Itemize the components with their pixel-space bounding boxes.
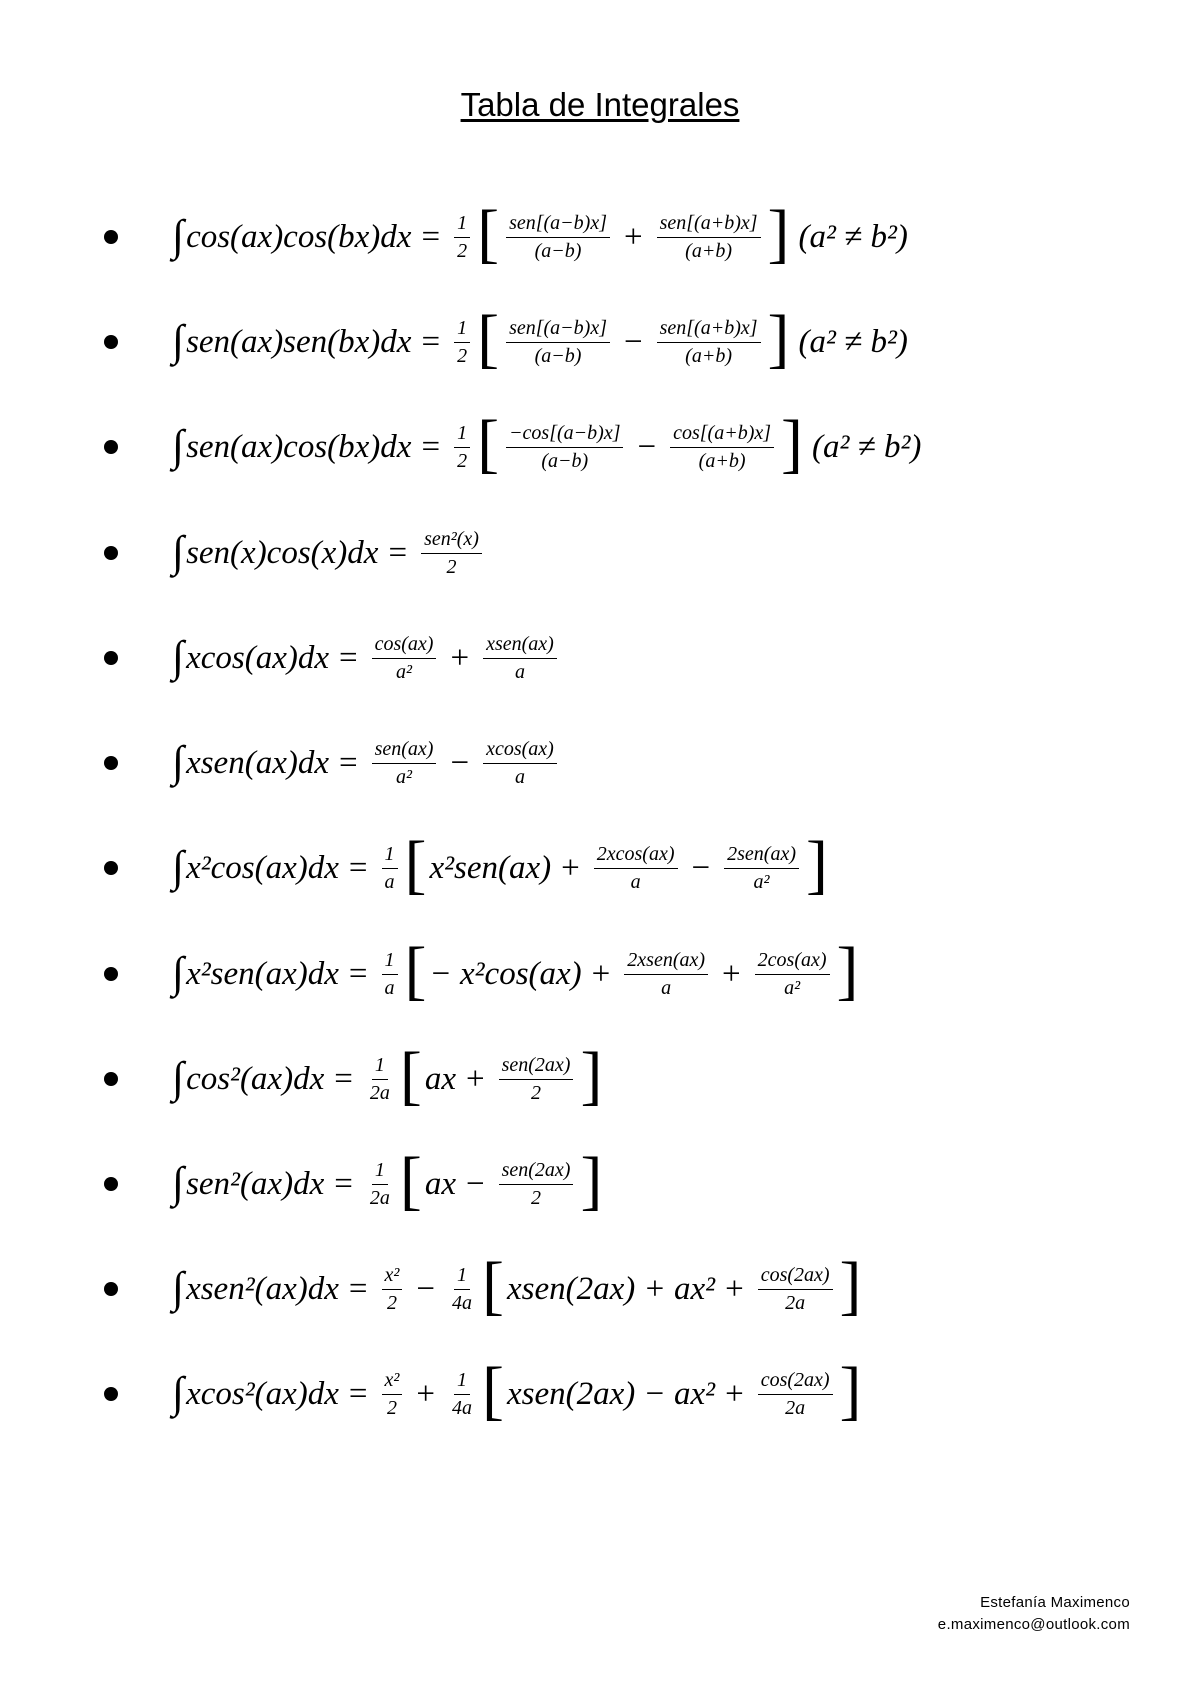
integrand: sen(ax)cos(bx)dx: [186, 428, 412, 465]
bullet-icon: [104, 230, 118, 244]
leading-term: xsen(2ax) − ax²: [506, 1375, 716, 1412]
term-fraction-denominator: 2a: [785, 1291, 806, 1314]
term-fraction-denominator: a: [514, 765, 525, 788]
prefix-fraction-numerator: x²: [382, 1264, 403, 1290]
condition: (a² ≠ b²): [798, 218, 908, 255]
author-email: e.maximenco@outlook.com: [937, 1616, 1130, 1633]
term-fraction: [724, 843, 799, 894]
term-fraction-numerator: cos(2ax): [758, 1264, 833, 1290]
equals-sign: =: [348, 849, 368, 886]
term-fraction: [758, 1369, 833, 1420]
formula: [172, 608, 561, 708]
leading-term: − x²cos(ax): [429, 955, 582, 992]
coefficient: [367, 1054, 393, 1105]
term-fraction-numerator: sen[(a+b)x]: [657, 212, 761, 238]
coefficient: [454, 422, 470, 473]
prefix-fraction: [382, 1369, 403, 1420]
formula: [172, 1344, 865, 1444]
term-fraction-numerator: sen[(a−b)x]: [506, 212, 610, 238]
term-fraction-numerator: sen(ax): [372, 738, 437, 764]
integral-sign-icon: ∫: [172, 947, 185, 997]
term-fraction-denominator: (a+b): [685, 239, 732, 262]
term-fraction-denominator: 2: [531, 1186, 542, 1209]
formula-row: [0, 187, 1200, 287]
page-title: Tabla de Integrales: [460, 86, 740, 123]
leading-term: x²sen(ax): [429, 849, 552, 886]
term-fraction: [594, 843, 678, 894]
term-fraction: [483, 738, 557, 789]
right-bracket-icon: ]: [767, 197, 790, 270]
term-fraction-numerator: cos(2ax): [758, 1369, 833, 1395]
formula-row: [0, 1029, 1200, 1129]
equals-sign: =: [421, 428, 441, 465]
term-fraction-denominator: 2: [446, 555, 457, 578]
coefficient-numerator: 1: [454, 317, 470, 343]
bullet-icon: [104, 861, 118, 875]
formula: [172, 187, 908, 287]
left-bracket-icon: [: [399, 1039, 422, 1112]
left-bracket-icon: [: [477, 197, 500, 270]
right-bracket-icon: ]: [805, 828, 828, 901]
formula-row: [0, 608, 1200, 708]
prefix-fraction: [382, 1264, 403, 1315]
operator: −: [691, 849, 711, 886]
left-bracket-icon: [: [482, 1249, 504, 1322]
condition: (a² ≠ b²): [798, 323, 908, 360]
coefficient: [367, 1159, 393, 1210]
coefficient-denominator: a: [384, 870, 395, 893]
author-name: Estefanía Maximenco: [980, 1594, 1130, 1611]
right-bracket-icon: ]: [767, 302, 790, 375]
coefficient: [382, 949, 398, 1000]
term-fraction: [506, 212, 610, 263]
formula-row: [0, 503, 1200, 603]
left-bracket-icon: [: [404, 934, 427, 1007]
formula-row: [0, 924, 1200, 1024]
term-fraction-denominator: 2a: [785, 1396, 806, 1419]
coefficient-denominator: 2: [457, 449, 468, 472]
equals-sign: =: [338, 639, 358, 676]
coefficient-denominator: 4a: [452, 1291, 472, 1314]
leading-term: ax: [424, 1060, 456, 1097]
formula-row: [0, 1239, 1200, 1339]
term-fraction-numerator: 2sen(ax): [724, 843, 799, 869]
equals-sign: =: [421, 218, 441, 255]
coefficient-denominator: 4a: [452, 1396, 472, 1419]
bullet-icon: [104, 756, 118, 770]
operator: +: [465, 1060, 485, 1097]
left-bracket-icon: [: [477, 407, 500, 480]
operator: +: [416, 1375, 435, 1412]
integrand: cos(ax)cos(bx)dx: [186, 218, 412, 255]
integrand: x²sen(ax)dx: [186, 955, 339, 992]
formula: [172, 503, 486, 603]
coefficient: [382, 843, 398, 894]
operator: +: [623, 218, 643, 255]
right-bracket-icon: ]: [839, 1354, 862, 1427]
term-fraction-denominator: (a−b): [534, 239, 582, 262]
term-fraction: [506, 317, 610, 368]
operator: +: [722, 955, 741, 992]
footer: [938, 1592, 1130, 1636]
formula: [172, 713, 561, 813]
term-fraction: [657, 212, 761, 263]
formula: [172, 924, 862, 1024]
formula: [172, 818, 831, 918]
integrand: cos²(ax)dx: [186, 1060, 325, 1097]
bullet-icon: [104, 967, 118, 981]
integrand: x²cos(ax)dx: [186, 849, 339, 886]
formula-row: [0, 713, 1200, 813]
operator: −: [450, 744, 470, 781]
coefficient-numerator: 1: [454, 1264, 470, 1290]
integrand: sen(x)cos(x)dx: [186, 534, 379, 571]
operator: +: [725, 1270, 744, 1307]
left-bracket-icon: [: [399, 1144, 422, 1217]
formula: [172, 1239, 865, 1339]
coefficient: [454, 317, 470, 368]
coefficient-numerator: 1: [372, 1054, 388, 1080]
prefix-fraction-denominator: 2: [386, 1396, 397, 1419]
bullet-icon: [104, 335, 118, 349]
term-fraction: [506, 422, 623, 473]
bullet-icon: [104, 1177, 118, 1191]
operator: −: [637, 428, 657, 465]
coefficient: [449, 1264, 475, 1315]
leading-term: ax: [424, 1165, 456, 1202]
formula: [172, 397, 921, 497]
integral-sign-icon: ∫: [172, 631, 185, 681]
integral-sign-icon: ∫: [172, 1262, 185, 1312]
term-fraction: [499, 1159, 574, 1210]
term-fraction-denominator: (a−b): [541, 449, 589, 472]
term-fraction: [624, 949, 708, 1000]
term-fraction-numerator: 2cos(ax): [755, 949, 830, 975]
right-bracket-icon: ]: [580, 1039, 603, 1112]
term-fraction-denominator: (a−b): [534, 344, 582, 367]
integrand: sen(ax)sen(bx)dx: [186, 323, 412, 360]
integral-sign-icon: ∫: [172, 1157, 185, 1207]
term-fraction-numerator: xsen(ax): [483, 633, 557, 659]
term-fraction-numerator: xcos(ax): [483, 738, 557, 764]
integrand: xcos(ax)dx: [186, 639, 329, 676]
equals-sign: =: [334, 1165, 353, 1202]
bullet-icon: [104, 546, 118, 560]
term-fraction-numerator: sen²(x): [421, 528, 482, 554]
left-bracket-icon: [: [477, 302, 500, 375]
right-bracket-icon: ]: [781, 407, 804, 480]
equals-sign: =: [338, 744, 358, 781]
term-fraction: [483, 633, 557, 684]
term-fraction-denominator: a²: [753, 870, 770, 893]
term-fraction-denominator: a: [514, 660, 525, 683]
term-fraction-denominator: (a+b): [698, 449, 746, 472]
formula-row: [0, 292, 1200, 392]
integral-sign-icon: ∫: [172, 420, 185, 470]
integrand: xcos²(ax)dx: [186, 1375, 339, 1412]
bullet-icon: [104, 1072, 118, 1086]
term-fraction-numerator: sen(2ax): [499, 1054, 574, 1080]
operator: +: [561, 849, 580, 886]
equals-sign: =: [348, 1375, 368, 1412]
integral-sign-icon: ∫: [172, 526, 185, 576]
bullet-icon: [104, 651, 118, 665]
term-fraction-numerator: sen(2ax): [499, 1159, 574, 1185]
term-fraction: [755, 949, 830, 1000]
integrand: xsen(ax)dx: [186, 744, 329, 781]
bullet-icon: [104, 440, 118, 454]
equals-sign: =: [334, 1060, 353, 1097]
integral-sign-icon: ∫: [172, 736, 185, 786]
term-fraction: [670, 422, 774, 473]
term-fraction: [372, 738, 437, 789]
formula-row: [0, 818, 1200, 918]
term-fraction-numerator: 2xsen(ax): [624, 949, 708, 975]
term-fraction: [499, 1054, 574, 1105]
operator: −: [623, 323, 643, 360]
bullet-icon: [104, 1282, 118, 1296]
operator: −: [416, 1270, 435, 1307]
equals-sign: =: [348, 955, 368, 992]
left-bracket-icon: [: [404, 828, 427, 901]
formula-row: [0, 397, 1200, 497]
right-bracket-icon: ]: [839, 1249, 862, 1322]
integral-sign-icon: ∫: [172, 210, 185, 260]
leading-term: xsen(2ax) + ax²: [506, 1270, 716, 1307]
term-fraction-denominator: a: [661, 976, 672, 999]
integral-sign-icon: ∫: [172, 841, 185, 891]
term-fraction-denominator: a²: [396, 660, 413, 683]
coefficient: [454, 212, 470, 263]
term-fraction-numerator: 2xcos(ax): [594, 843, 678, 869]
equals-sign: =: [421, 323, 441, 360]
term-fraction-numerator: cos(ax): [372, 633, 437, 659]
term-fraction-numerator: sen[(a+b)x]: [657, 317, 761, 343]
operator: +: [725, 1375, 744, 1412]
term-fraction-numerator: −cos[(a−b)x]: [506, 422, 623, 448]
bullet-icon: [104, 1387, 118, 1401]
coefficient-numerator: 1: [372, 1159, 388, 1185]
coefficient-denominator: 2a: [369, 1081, 390, 1104]
term-fraction: [657, 317, 761, 368]
coefficient-denominator: a: [384, 976, 395, 999]
term-fraction: [372, 633, 437, 684]
equals-sign: =: [388, 534, 408, 571]
right-bracket-icon: ]: [836, 934, 859, 1007]
prefix-fraction-denominator: 2: [386, 1291, 397, 1314]
coefficient-denominator: 2: [457, 239, 468, 262]
term-fraction-denominator: a: [630, 870, 641, 893]
formula-row: [0, 1344, 1200, 1444]
coefficient-denominator: 2a: [369, 1186, 390, 1209]
term-fraction-denominator: (a+b): [685, 344, 732, 367]
right-bracket-icon: ]: [580, 1144, 603, 1217]
term-fraction-denominator: a²: [396, 765, 413, 788]
term-fraction-numerator: sen[(a−b)x]: [506, 317, 610, 343]
operator: −: [465, 1165, 485, 1202]
formula: [172, 292, 908, 392]
coefficient-numerator: 1: [382, 949, 398, 975]
coefficient-numerator: 1: [454, 1369, 470, 1395]
coefficient-numerator: 1: [454, 422, 470, 448]
equals-sign: =: [348, 1270, 368, 1307]
prefix-fraction-numerator: x²: [382, 1369, 403, 1395]
integrand: sen²(ax)dx: [186, 1165, 325, 1202]
left-bracket-icon: [: [482, 1354, 504, 1427]
term-fraction-numerator: cos[(a+b)x]: [670, 422, 774, 448]
coefficient-denominator: 2: [457, 344, 468, 367]
term-fraction: [758, 1264, 833, 1315]
term-fraction-denominator: a²: [784, 976, 801, 999]
coefficient-numerator: 1: [454, 212, 470, 238]
integral-sign-icon: ∫: [172, 1367, 185, 1417]
integrand: xsen²(ax)dx: [186, 1270, 339, 1307]
coefficient-numerator: 1: [382, 843, 398, 869]
integral-sign-icon: ∫: [172, 1052, 185, 1102]
integral-sign-icon: ∫: [172, 315, 185, 365]
formula-row: [0, 1134, 1200, 1234]
coefficient: [449, 1369, 475, 1420]
formula: [172, 1029, 605, 1129]
term-fraction: [421, 528, 482, 579]
term-fraction-denominator: 2: [531, 1081, 542, 1104]
operator: +: [450, 639, 470, 676]
operator: +: [591, 955, 611, 992]
condition: (a² ≠ b²): [812, 428, 922, 465]
formula: [172, 1134, 605, 1234]
